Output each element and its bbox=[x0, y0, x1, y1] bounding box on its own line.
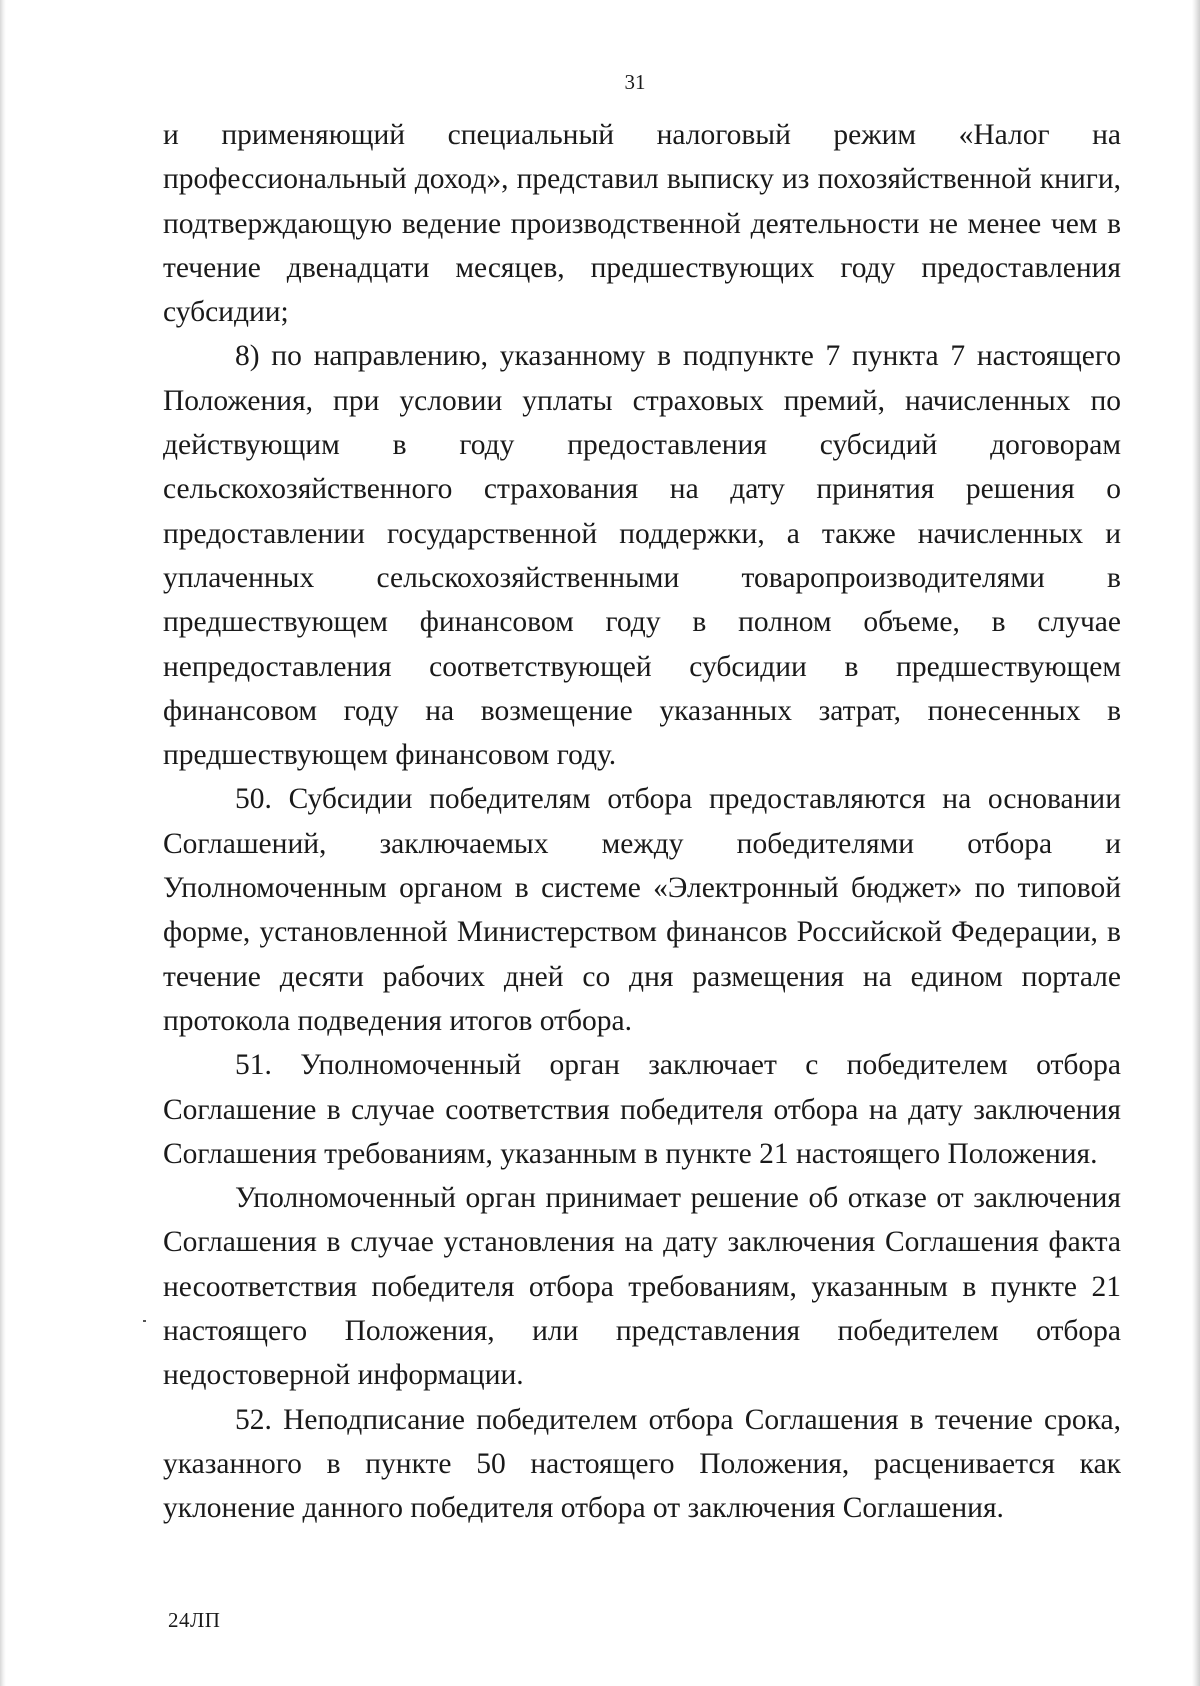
paragraph-clause-51: 51. Уполномоченный орган заключает с победителем отбора Соглашение в случае соответствия победителя отбора на дату заключения Соглашения требованиям, указанным в пункте 21 настоящего Положения. bbox=[163, 1049, 1121, 1170]
paragraph-clause-51-refusal: Уполномоченный орган принимает решение об отказе от заключения Соглашения в случае установления на дату заключения Соглашения факта несоответствия победителя отбора требованиям, указанным в пункте 21 настоящего Положения, или представления победителем отбора недостоверной информации. bbox=[163, 1182, 1121, 1392]
scan-edge-right bbox=[1192, 0, 1200, 1686]
paragraph-clause-50: 50. Субсидии победителям отбора предоставляются на основании Соглашений, заключаемых между победителями отбора и Уполномоченным органом в системе «Электронный бюджет» по типовой форме, установленной Министерством финансов Российской Федерации, в течение десяти рабочих дней со дня размещения на едином портале протокола подведения итогов отбора. bbox=[163, 783, 1121, 1037]
scan-edge-left bbox=[0, 0, 6, 1686]
margin-mark bbox=[143, 1320, 146, 1322]
page-number: 31 bbox=[624, 70, 646, 94]
paragraph-continuation: и применяющий специальный налоговый режим «Налог на профессиональный доход», представил выписку из похозяйственной книги, подтверждающую ведение производственной деятельности не менее чем в течение двенадцати месяцев, предшествующих году предоставления субсидии; bbox=[163, 119, 1121, 329]
paragraph-clause-52: 52. Неподписание победителем отбора Соглашения в течение срока, указанного в пункте 50 настоящего Положения, расценивается как уклонение данного победителя отбора от заключения Соглашения. bbox=[163, 1403, 1121, 1525]
paragraph-item-8: 8) по направлению, указанному в подпункте 7 пункта 7 настоящего Положения, при условии уплаты страховых премий, начисленных по действующим в году предоставления субсидий договорам сельскохозяйственного страхования на дату принятия решения о предоставлении государственной поддержки, а также начисленных и уплаченных сельскохозяйственными товаропроизводителями в предшествующем финансовом году в полном объеме, в случае непредоставления соответствующей субсидии в предшествующем финансовом году на возмещение указанных затрат, понесенных в предшествующем финансовом году. bbox=[163, 340, 1121, 772]
footer-document-code: 24ЛП bbox=[168, 1608, 221, 1632]
document-body bbox=[163, 113, 1121, 1531]
